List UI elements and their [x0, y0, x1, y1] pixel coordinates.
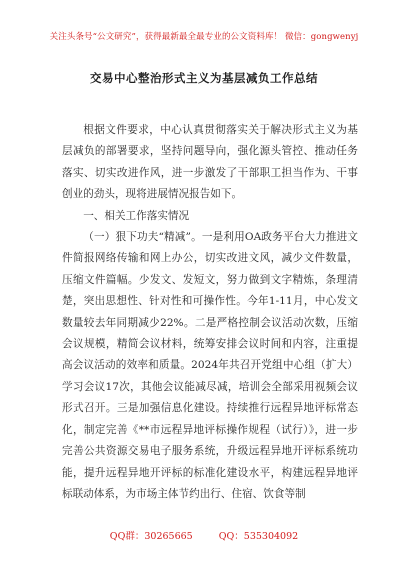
- section-paragraph: （一）狠下功夫“精减”。一是利用OA政务平台大力推进文件简报网络传输和网上办公，切实改进文风，减少文件数量，压缩文件篇幅。少发文、发短文，努力做到文字精炼，条理清楚，突出思想性、针对性和可操作性。今年1-11月，中心发文数量较去年同期减少22%。二是严格控制会议活动次数，压缩会议规模，精简会议材料，统筹安排会议时间和内容，注重提高会议活动的效率和质量。2024年共召开党组中心组（扩大）学习会议17次，其他会议能减尽减，培训会全部采用视频会议形式召开。三是加强信息化建设。持续推行远程异地评标常态化，制定完善《**市远程异地评标操作规程（试行）》，进一步完善公共资源交易电子服务系统，升级远程异地开评标系统功能，提升远程异地开评标的标准化建设水平，构建远程异地评标联动体系，为市场主体节约出行、住宿、饮食等制: [62, 231, 358, 500]
- section-heading: 一、相关工作落实情况: [83, 209, 190, 222]
- intro-paragraph: 根据文件要求，中心认真贯彻落实关于解决形式主义为基层减负的部署要求，坚持问题导向，强化源头管控、推动任务落实、切实改进作风，进一步激发了干部职工担当作为、干事创业的劲头，现将进展情况报告如下。: [62, 124, 358, 201]
- qq-number: QQ：535304092: [218, 531, 299, 542]
- document-title: 交易中心整治形式主义为基层减负工作总结: [90, 71, 318, 85]
- qq-group-number: QQ群：30265665: [109, 531, 193, 542]
- header-promo-note: 关注头条号“公文研究”，获得最新最全最专业的公文资料库！ 微信：gongwenyj: [49, 32, 359, 42]
- footer-contact: [0, 528, 408, 542]
- document-body: [62, 120, 358, 505]
